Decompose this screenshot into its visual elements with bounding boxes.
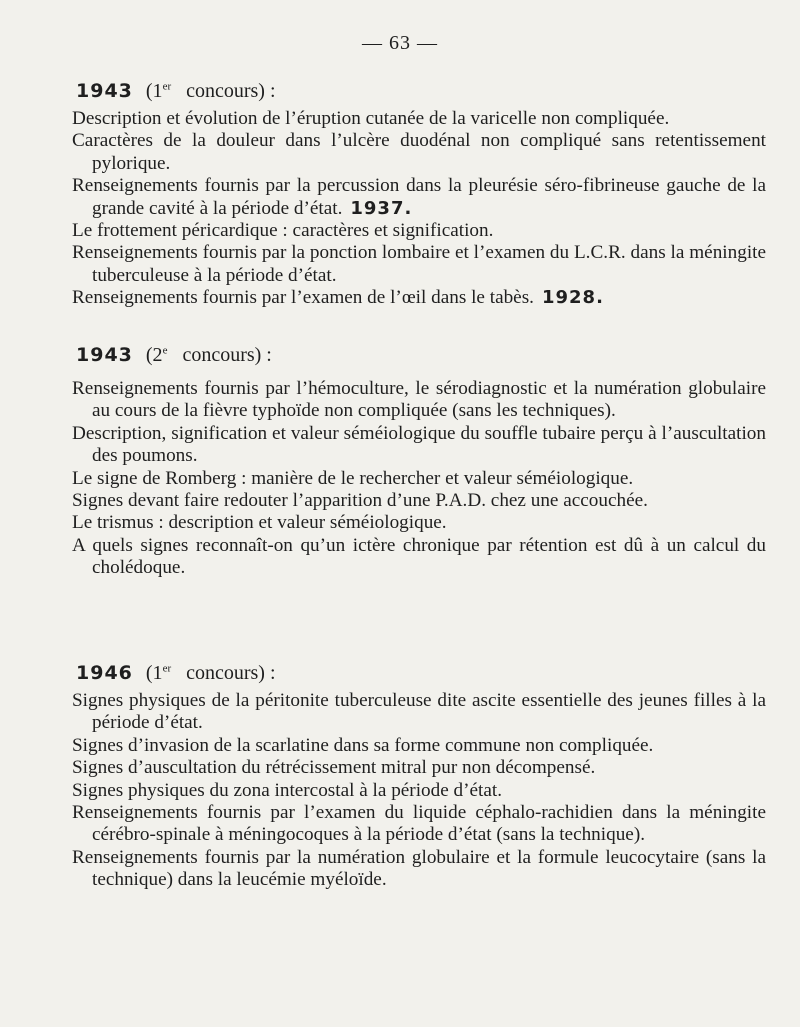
section-1943-second <box>72 342 766 580</box>
list-item: Renseignements fournis par l’examen de l’œil dans le tabès. 1928. <box>72 287 604 309</box>
year-reference: 1928. <box>541 287 604 309</box>
list-item: Le trismus : description et valeur séméiologique. <box>72 512 447 534</box>
list-item: Le signe de Romberg : manière de le rechercher et valeur séméiologique. <box>72 467 634 489</box>
list-item: Caractères de la douleur dans l’ulcère duodénal non compliqué sans retentissement pylorique. <box>72 130 766 174</box>
section-heading <box>76 342 766 372</box>
list-item: Description et évolution de l’éruption cutanée de la varicelle non compliquée. <box>72 108 670 129</box>
page-number: — 63 — <box>362 32 438 54</box>
section-ordinal: (1er concours) : <box>145 80 276 102</box>
list-item: Signes physiques de la péritonite tuberculeuse dite ascite essentielle des jeunes filles à la période d’état. <box>72 690 766 734</box>
list-item: Renseignements fournis par la percussion dans la pleurésie séro-fibrineuse gauche de la grande cavité à la période d’état. 1937. <box>72 175 766 219</box>
list-item: Signes physiques du zona intercostal à la période d’état. <box>72 779 502 801</box>
list-item: Renseignements fournis par l’examen du liquide céphalo-rachidien dans la méningite cérébro-spinale à méningocoques à la période d’état (sans la technique). <box>72 802 766 846</box>
list-item: Description, signification et valeur séméiologique du souffle tubaire perçu à l’auscultation des poumons. <box>72 422 766 467</box>
list-item: Signes devant faire redouter l’apparition d’une P.A.D. chez une accouchée. <box>72 490 648 512</box>
list-item: A quels signes reconnaît-on qu’un ictère chronique par rétention est dû à un calcul du cholédoque. <box>72 534 766 579</box>
section-heading <box>76 78 766 108</box>
list-item: Renseignements fournis par la numération globulaire et la formule leucocytaire (sans la technique) dans la leucémie myéloïde. <box>72 846 766 891</box>
section-year: 1943 <box>76 80 133 102</box>
section-year: 1943 <box>76 344 133 366</box>
list-item: Renseignements fournis par l’hémoculture, le sérodiagnostic et la numération globulaire au cours de la fièvre typhoïde non compliquée (sans les techniques). <box>72 378 766 422</box>
section-1943-first <box>72 78 766 310</box>
section-ordinal: (1er concours) : <box>145 662 276 684</box>
list-item: Le frottement péricardique : caractères et signification. <box>72 220 494 242</box>
list-item: Renseignements fournis par la ponction lombaire et l’examen du L.C.R. dans la méningite tuberculeuse à la période d’état. <box>72 242 766 286</box>
section-year: 1946 <box>76 662 133 684</box>
list-item: Signes d’invasion de la scarlatine dans sa forme commune non compliquée. <box>72 734 654 756</box>
list-item: Signes d’auscultation du rétrécissement mitral pur non décompensé. <box>72 757 596 779</box>
section-heading <box>76 660 766 690</box>
section-ordinal: (2e concours) : <box>145 344 272 366</box>
year-reference: 1937. <box>350 197 413 219</box>
section-1946-first <box>72 660 766 892</box>
